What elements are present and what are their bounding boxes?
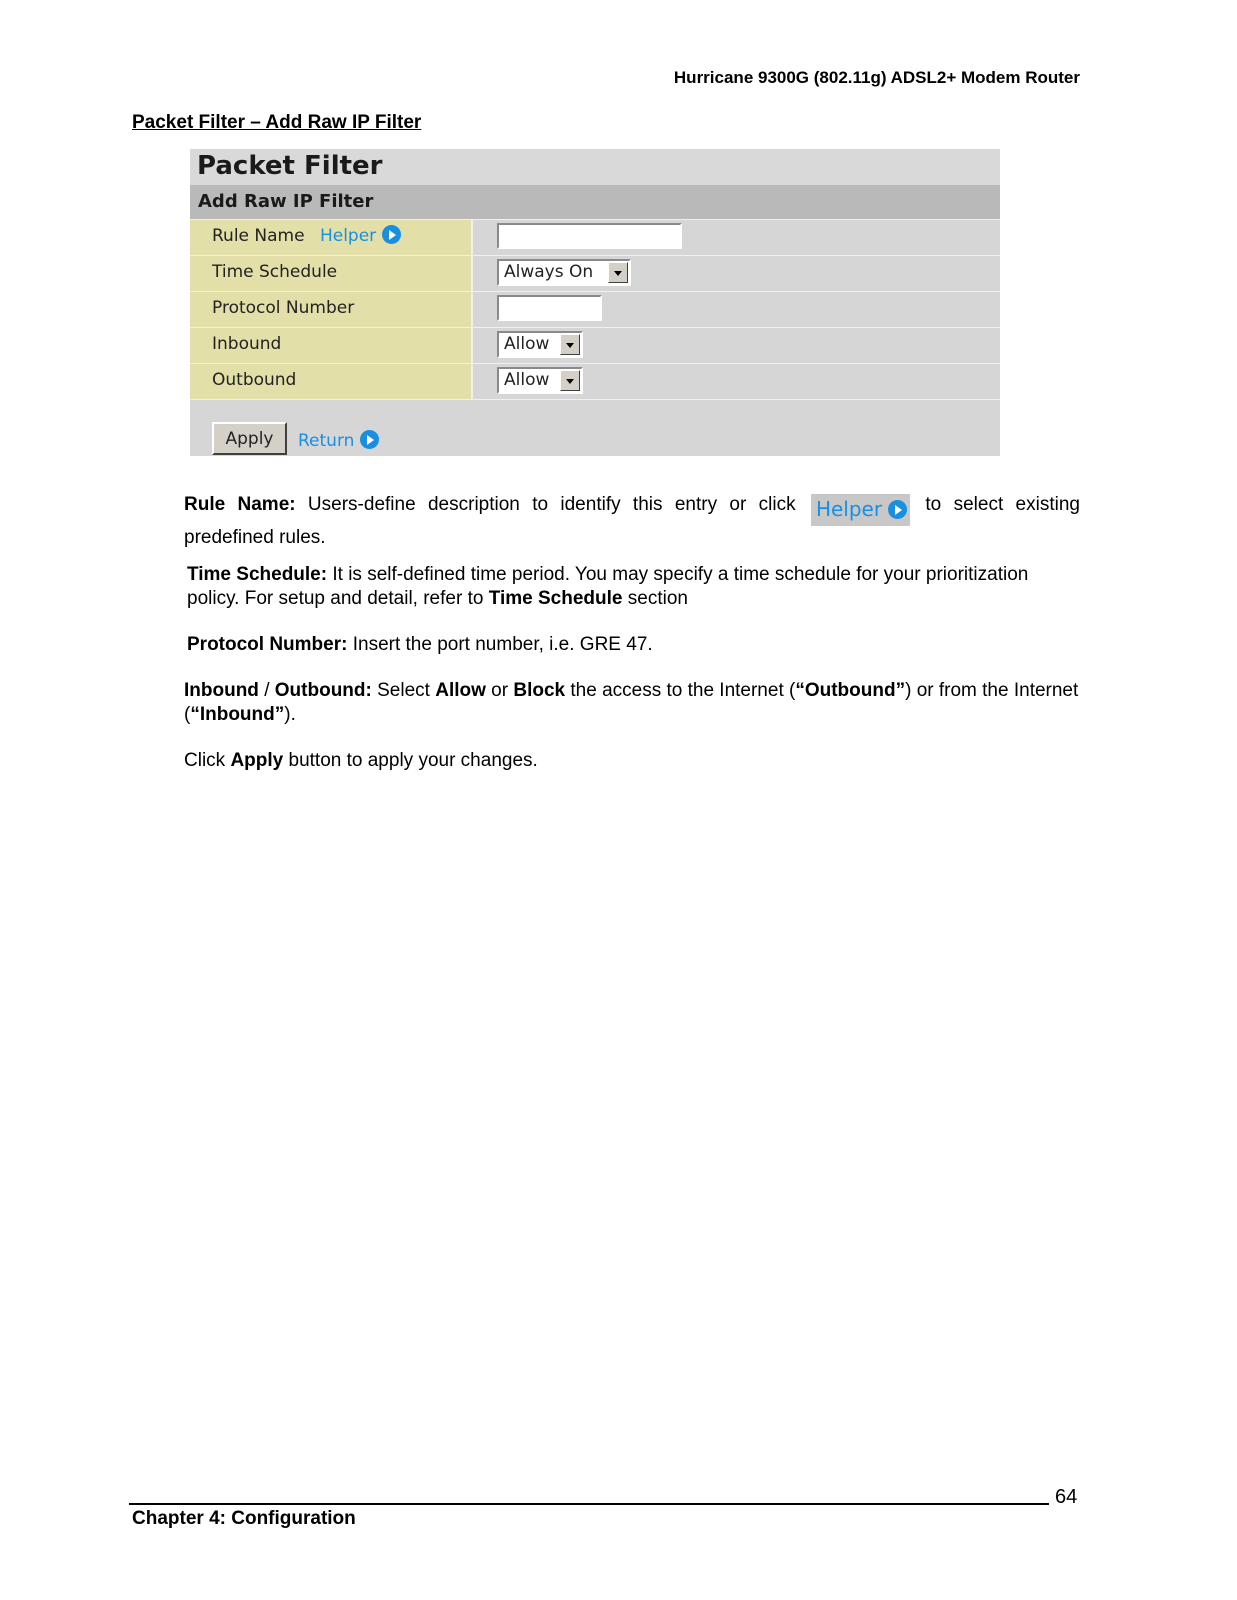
- rule-name-term: Rule Name:: [184, 494, 296, 515]
- helper-link[interactable]: Helper: [319, 226, 377, 246]
- panel-subtitle: Add Raw IP Filter: [190, 185, 1000, 219]
- dropdown-arrow-icon[interactable]: [560, 334, 580, 355]
- io-text-5: ).: [284, 704, 296, 725]
- time-schedule-row: [190, 255, 1000, 291]
- outbound-row: [190, 363, 1000, 399]
- section-title: Packet Filter – Add Raw IP Filter: [132, 112, 422, 133]
- time-schedule-select[interactable]: [497, 259, 631, 286]
- dropdown-arrow-icon[interactable]: [608, 262, 628, 283]
- protocol-number-value-cell: [473, 292, 1000, 327]
- time-schedule-tail: section: [622, 588, 688, 609]
- footer-chapter: Chapter 4: Configuration: [132, 1508, 356, 1529]
- outbound-quoted: “Outbound”: [795, 680, 906, 701]
- protocol-number-label: Protocol Number: [190, 292, 473, 327]
- packet-filter-panel: [190, 149, 1000, 456]
- rule-name-row: [190, 219, 1000, 255]
- time-schedule-value-cell: [473, 256, 1000, 291]
- rule-name-input[interactable]: [497, 223, 682, 249]
- inbound-select[interactable]: [497, 331, 583, 358]
- time-schedule-ref: Time Schedule: [488, 588, 623, 609]
- button-row: [190, 399, 1000, 460]
- time-schedule-text: It is self-defined time period. You may specify a time schedule for your prioritization policy. For setup and detail, refer to: [187, 564, 1029, 609]
- time-schedule-term: Time Schedule:: [187, 564, 328, 585]
- io-text-2: or: [485, 680, 514, 701]
- protocol-number-input[interactable]: [497, 295, 602, 321]
- inbound-outbound-description: [184, 679, 1080, 727]
- apply-text-1: Click: [184, 750, 231, 771]
- rule-name-label: Rule Name: [212, 226, 305, 246]
- io-text-4: ) or from the Internet (: [184, 680, 1079, 725]
- inbound-label: Inbound: [190, 328, 473, 363]
- dropdown-arrow-icon[interactable]: [560, 370, 580, 391]
- inbound-selected: Allow: [504, 334, 550, 354]
- return-label[interactable]: Return: [298, 431, 355, 451]
- outbound-label: Outbound: [190, 364, 473, 399]
- apply-term: Apply: [230, 750, 284, 771]
- page-number: 64: [1055, 1486, 1078, 1508]
- rule-name-text-tail: to select existing predefined rules.: [184, 494, 1080, 548]
- outbound-select[interactable]: [497, 367, 583, 394]
- apply-button[interactable]: Apply: [212, 422, 287, 455]
- outbound-term: Outbound:: [274, 680, 372, 701]
- rule-name-description: [184, 493, 1080, 550]
- panel-title: Packet Filter: [190, 149, 1000, 185]
- rule-name-text: Users-define description to identify this entry or click: [295, 494, 808, 515]
- inbound-term: Inbound: [184, 680, 259, 701]
- rule-name-label-cell: [190, 220, 473, 255]
- time-schedule-description: [187, 563, 1067, 611]
- protocol-number-row: [190, 291, 1000, 327]
- helper-badge-label: Helper: [815, 497, 883, 521]
- inbound-quoted: “Inbound”: [190, 704, 285, 725]
- time-schedule-selected: Always On: [504, 262, 594, 282]
- inbound-value-cell: [473, 328, 1000, 363]
- block-term: Block: [513, 680, 566, 701]
- allow-term: Allow: [435, 680, 486, 701]
- protocol-number-description: [187, 633, 653, 657]
- protocol-number-term: Protocol Number:: [187, 634, 348, 655]
- time-schedule-label: Time Schedule: [190, 256, 473, 291]
- protocol-number-text: Insert the port number, i.e. GRE 47.: [347, 634, 653, 655]
- outbound-value-cell: [473, 364, 1000, 399]
- inbound-row: [190, 327, 1000, 363]
- outbound-selected: Allow: [504, 370, 550, 390]
- return-arrow-icon[interactable]: [360, 430, 379, 449]
- rule-name-value-cell: [473, 220, 1000, 255]
- io-text-1: Select: [371, 680, 436, 701]
- document-header: Hurricane 9300G (802.11g) ADSL2+ Modem Router: [673, 68, 1080, 87]
- return-link[interactable]: [298, 430, 379, 451]
- helper-arrow-icon[interactable]: [382, 225, 401, 244]
- apply-description: [184, 749, 538, 773]
- apply-text-2: button to apply your changes.: [283, 750, 538, 771]
- term-separator: /: [258, 680, 275, 701]
- footer-divider: [129, 1503, 1049, 1505]
- helper-badge-image: [811, 494, 910, 526]
- io-text-3: the access to the Internet (: [565, 680, 796, 701]
- helper-badge-arrow-icon: [888, 500, 907, 519]
